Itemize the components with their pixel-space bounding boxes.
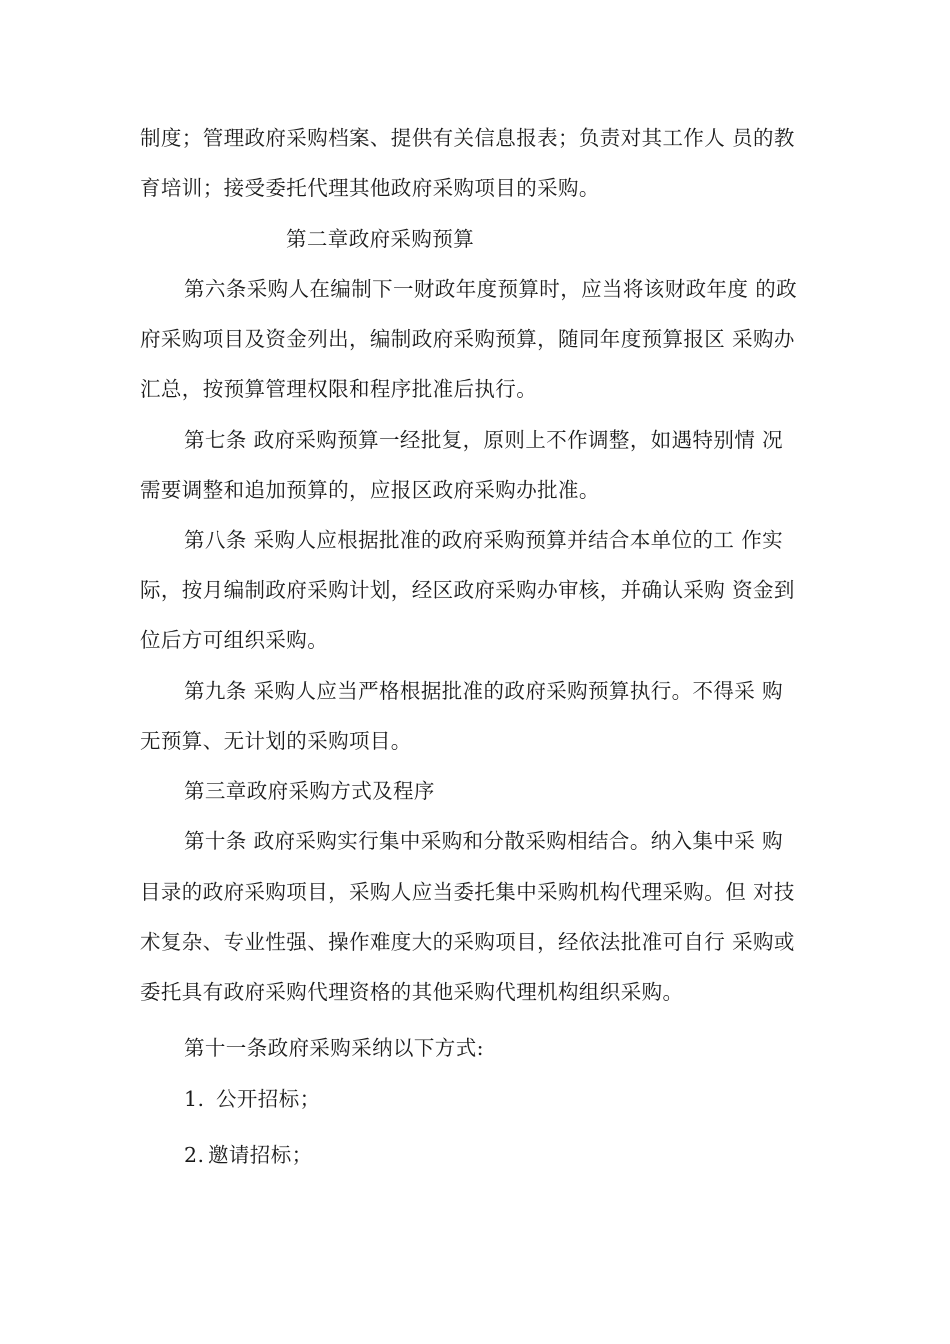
list-item	[184, 1086, 864, 1112]
paragraph-line: 委托具有政府采购代理资格的其他采购代理机构组织采购。	[140, 980, 684, 1004]
article-line: 第十一条政府采购采纳以下方式:	[184, 1036, 484, 1060]
paragraph-line: 目录的政府采购项目，采购人应当委托集中采购机构代理采购。但 对技	[140, 880, 795, 904]
paragraph-line: 无预算、无计划的采购项目。	[140, 729, 412, 753]
paragraph-line: 汇总，按预算管理权限和程序批准后执行。	[140, 377, 538, 401]
article-line: 第八条 采购人应根据批准的政府采购预算并结合本单位的工 作实	[184, 528, 784, 552]
article-line: 第九条 采购人应当严格根据批准的政府采购预算执行。不得采 购	[184, 679, 784, 703]
paragraph-line: 育培训；接受委托代理其他政府采购项目的采购。	[140, 176, 600, 200]
paragraph-line: 位后方可组织采购。	[140, 628, 329, 652]
paragraph-line: 术复杂、专业性强、操作难度大的采购项目，经依法批准可自行 采购或	[140, 930, 795, 954]
list-item	[184, 1142, 864, 1168]
list-text: 邀请招标；	[208, 1143, 313, 1167]
article-line: 第七条 政府采购预算一经批复，原则上不作调整，如遇特别情 况	[184, 428, 784, 452]
paragraph-line: 际，按月编制政府采购计划，经区政府采购办审核，并确认采购 资金到	[140, 578, 795, 602]
paragraph-line: 府采购项目及资金列出，编制政府采购预算，随同年度预算报区 采购办	[140, 327, 795, 351]
list-text: 公开招标；	[216, 1087, 321, 1111]
list-number: 2.	[184, 1143, 205, 1167]
article-line: 第六条采购人在编制下一财政年度预算时，应当将该财政年度 的政	[184, 277, 798, 301]
chapter-heading: 第三章政府采购方式及程序	[184, 779, 435, 803]
article-line: 第十条 政府采购实行集中采购和分散采购相结合。纳入集中采 购	[184, 829, 784, 853]
list-number: 1.	[184, 1087, 205, 1111]
paragraph-line: 需要调整和追加预算的，应报区政府采购办批准。	[140, 478, 600, 502]
paragraph-line: 制度；管理政府采购档案、提供有关信息报表；负责对其工作人 员的教	[140, 126, 795, 150]
chapter-heading: 第二章政府采购预算	[286, 227, 475, 251]
